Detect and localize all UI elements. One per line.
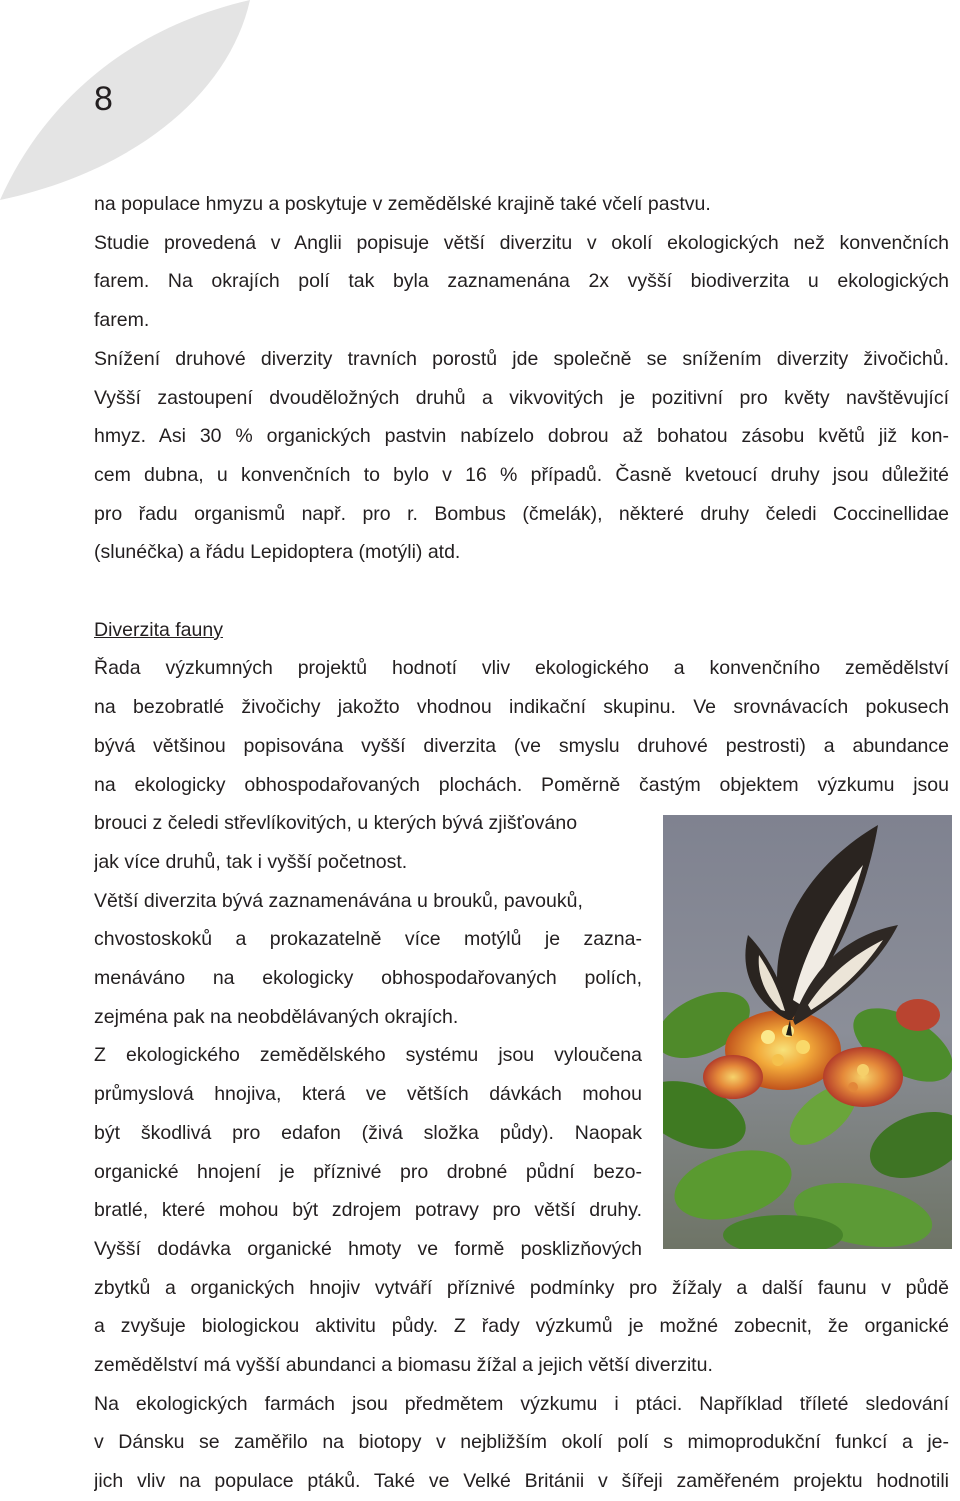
text-line: organické hnojení je příznivé pro drobné půdní bezo- bbox=[94, 1160, 642, 1183]
text-line: Řada výzkumných projektů hodnotí vliv ekologického a konvenčního zemědělství bbox=[94, 657, 949, 680]
text-line: zejména pak na neobdělávaných okrajích. bbox=[94, 1005, 459, 1028]
text-line: Snížení druhové diverzity travních porostů jde společně se snížením diverzity živočichů. bbox=[94, 347, 949, 370]
text-line: na ekologicky obhospodařovaných plochách. Poměrně častým objektem výzkumu jsou bbox=[94, 773, 949, 796]
text-line: Vyšší dodávka organické hmoty ve formě posklizňových bbox=[94, 1237, 642, 1260]
text-line: Na ekologických farmách jsou předmětem výzkumu i ptáci. Například tříleté sledování bbox=[94, 1392, 949, 1415]
text-line: průmyslová hnojiva, která ve větších dávkách mohou bbox=[94, 1083, 642, 1106]
page-number: 8 bbox=[94, 80, 113, 118]
text-line: a zvyšuje biologickou aktivitu půdy. Z řady výzkumů je možné zobecnit, že organické bbox=[94, 1315, 949, 1338]
text-line: pro řadu organismů např. pro r. Bombus (čmelák), některé druhy čeledi Coccinellidae bbox=[94, 502, 949, 525]
text-line: (slunéčka) a řádu Lepidoptera (motýli) atd. bbox=[94, 541, 461, 564]
text-line: menáváno na ekologicky obhospodařovaných polích, bbox=[94, 967, 642, 989]
section-heading: Diverzita fauny bbox=[94, 618, 223, 641]
text-line: na populace hmyzu a poskytuje v zemědělské krajině také včelí pastvu. bbox=[94, 193, 711, 215]
text-line: na bezobratlé živočichy jakožto vhodnou indikační skupinu. Ve srovnávacích pokusech bbox=[94, 696, 949, 719]
butterfly-photo bbox=[663, 815, 952, 1249]
text-line: Vyšší zastoupení dvouděložných druhů a vikvovitých je pozitivní pro květy navštěvující bbox=[94, 386, 949, 409]
text-line: hmyz. Asi 30 % organických pastvin nabízelo dobrou až bohatou zásobu květů již kon- bbox=[94, 425, 949, 448]
text-line: brouci z čeledi střevlíkovitých, u kterých bývá zjišťováno bbox=[94, 812, 578, 835]
text-line: Větší diverzita bývá zaznamenávána u brouků, pavouků, bbox=[94, 889, 583, 912]
leaf-decoration bbox=[0, 0, 250, 200]
text-line: v Dánsku se zaměřilo na biotopy v nejbližším okolí polí s mimoprodukční funkcí a je- bbox=[94, 1431, 949, 1454]
text-line: cem dubna, u konvenčních to bylo v 16 % případů. Časně kvetoucí druhy jsou důležité bbox=[94, 463, 949, 486]
text-line: bratlé, které mohou být zdrojem potravy pro větší druhy. bbox=[94, 1199, 642, 1222]
text-line: farem. bbox=[94, 309, 150, 332]
text-line: farem. Na okrajích polí tak byla zaznamenána 2x vyšší biodiverzita u ekologických bbox=[94, 270, 949, 293]
text-line: Studie provedená v Anglii popisuje větší diverzitu v okolí ekologických než konvenčních bbox=[94, 231, 949, 254]
text-line: Z ekologického zemědělského systému jsou vyloučena bbox=[94, 1044, 642, 1067]
text-line: chvostoskoků a prokazatelně více motýlů je zazna- bbox=[94, 928, 642, 951]
text-line: bývá většinou popisována vyšší diverzita (ve smyslu druhové pestrosti) a abundance bbox=[94, 734, 949, 757]
text-line: jak více druhů, tak i vyšší početnost. bbox=[94, 850, 408, 873]
text-line: zemědělství má vyšší abundanci a biomasu žížal a jejich větší diverzitu. bbox=[94, 1354, 713, 1376]
text-line: jich vliv na populace ptáků. Také ve Velké Británii v šířeji zaměřeném projektu hodnotili bbox=[94, 1470, 949, 1493]
text-line: zbytků a organických hnojiv vytváří příznivé podmínky pro žížaly a další faunu v půdě bbox=[94, 1276, 949, 1299]
text-line: být škodlivá pro edafon (živá složka půdy). Naopak bbox=[94, 1121, 642, 1144]
